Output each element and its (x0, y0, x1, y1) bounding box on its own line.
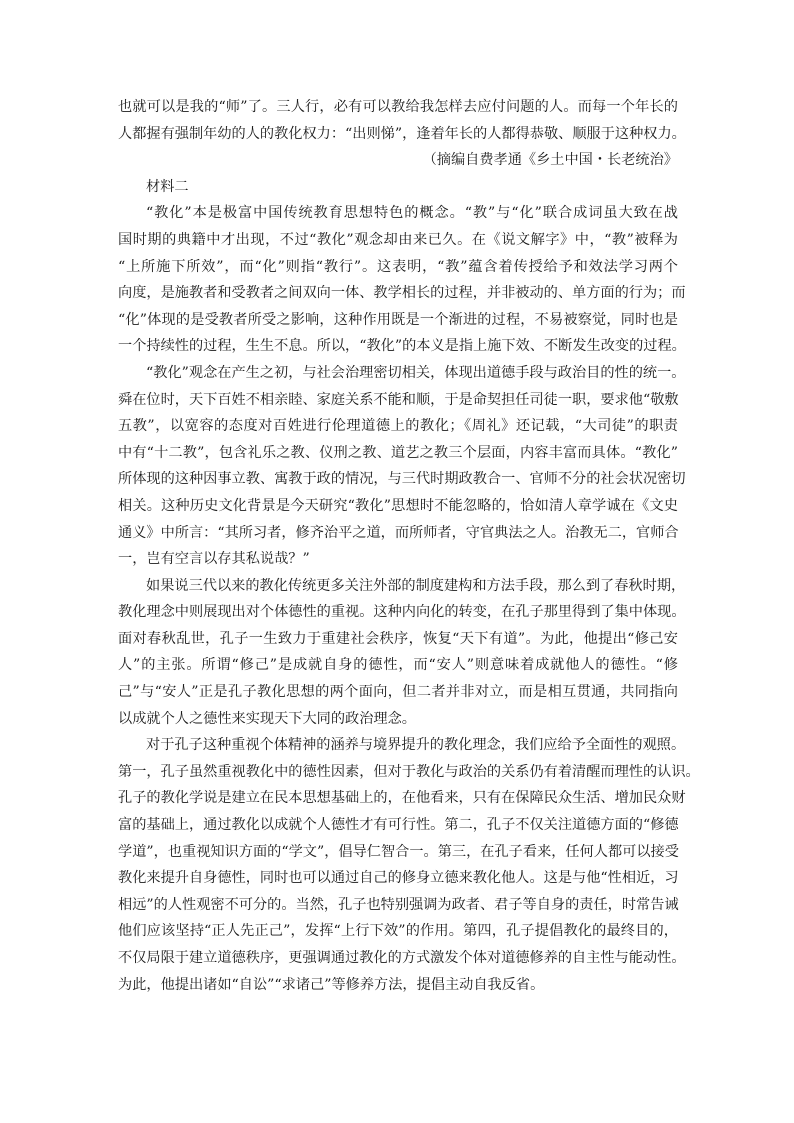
text-line: 人”的主张。所谓“修己”是成就自身的德性，而“安人”则意味着成就他人的德性。“修 (118, 657, 678, 674)
text-line: 以成就个人之德性来实现天下大同的政治理念。 (118, 710, 416, 727)
text-line: 通义》中所言：“其所习者，修齐治平之道，而所师者，守官典法之人。治教无二，官师合 (118, 524, 679, 541)
text-line: 一个持续性的过程，生生不息。所以，“教化”的本义是指上施下效、不断发生改变的过程。 (118, 338, 686, 355)
text-line: 第一，孔子虽然重视教化中的德性因素，但对于教化与政治的关系仍有着清醒而理性的认识。 (118, 763, 700, 780)
section-heading: 材料二 (146, 178, 189, 195)
text-line: 舜在位时，天下百姓不相亲睦、家庭关系不能和顺，于是命契担任司徒一职，要求他“敬敷 (118, 391, 679, 408)
text-line: 富的基础上，通过教化以成就个人德性才有可行性。第二，孔子不仅关注道德方面的“修德 (118, 817, 679, 834)
text-line: 所体现的这种因事立教、寓教于政的情况，与三代时期政教合一、官师不分的社会状况密切 (118, 471, 686, 488)
text-line: “教化”观念在产生之初，与社会治理密切相关，体现出道德手段与政治目的性的统一。 (146, 364, 686, 381)
text-line: 如果说三代以来的教化传统更多关注外部的制度建构和方法手段，那么到了春秋时期， (146, 577, 686, 594)
document-page (118, 94, 700, 998)
text-line: 对于孔子这种重视个体精神的涵养与境界提升的教化理念，我们应给予全面性的观照。 (146, 737, 686, 754)
text-line: 教化理念中则展现出对个体德性的重视。这种内向化的转变，在孔子那里得到了集中体现。 (118, 604, 686, 621)
text-line: 孔子的教化学说是建立在民本思想基础上的，在他看来，只有在保障民众生活、增加民众财 (118, 790, 686, 807)
text-line: “化”体现的是受教者所受之影响，这种作用既是一个渐进的过程，不易被察觉，同时也是 (118, 311, 678, 328)
text-line: 人都握有强制年幼的人的教化权力：“出则悌”，逢着年长的人都得恭敬、顺服于这种权力。 (118, 125, 686, 142)
text-line: “教化”本是极富中国传统教育思想特色的概念。“教”与“化”联合成词虽大致在战 (146, 205, 678, 222)
text-line: 相关。这种历史文化背景是今天研究“教化”思想时不能忽略的，恰如清人章学诚在《文史 (118, 497, 678, 514)
text-line: 五教”，以宽容的态度对百姓进行伦理道德上的教化；《周礼》还记载，“大司徒”的职责 (118, 418, 678, 435)
text-line: 教化来提升自身德性，同时也可以通过自己的修身立德来教化他人。这是与他“性相近，习 (118, 870, 679, 887)
source-citation: （摘编自费孝通《乡土中国・长老统治》 (422, 152, 678, 169)
text-line: 学道”，也重视知识方面的“学文”，倡导仁智合一。第三，在孔子看来，任何人都可以接受 (118, 843, 679, 860)
text-line: 他们应该坚持“正人先正己”，发挥“上行下效”的作用。第四，孔子提倡教化的最终目的， (118, 923, 678, 940)
text-line: 不仅局限于建立道德秩序，更强调通过教化的方式激发个体对道德修养的自主性与能动性。 (118, 950, 686, 966)
text-line: 相远”的人性观密不可分的。当然，孔子也特别强调为政者、君子等自身的责任，时常告诫 (118, 896, 679, 913)
text-line: 向度，是施教者和受教者之间双向一体、教学相长的过程，并非被动的、单方面的行为；而 (118, 285, 686, 302)
text-line: 面对春秋乱世，孔子一生致力于重建社会秩序，恢复“天下有道”。为此，他提出“修己安 (118, 630, 678, 647)
text-line: 中有“十二教”，包含礼乐之教、仪刑之教、道艺之教三个层面，内容丰富而具体。“教化” (118, 444, 678, 461)
text-line: “上所施下所效”，而“化”则指“教行”。这表明，“教”蕴含着传授给予和效法学习两个 (118, 258, 678, 275)
text-line: 一，岂有空言以存其私说哉？” (118, 551, 310, 568)
text-line: 为此，他提出诸如“自讼”“求诸己”等修养方法，提倡主动自我反省。 (118, 976, 545, 993)
text-line: 也就可以是我的“师”了。三人行，必有可以教给我怎样去应付问题的人。而每一个年长的 (118, 99, 678, 115)
text-line: 国时期的典籍中才出现，不过“教化”观念却由来已久。在《说文解字》中，“教”被释为 (118, 231, 678, 248)
text-line: 己”与“安人”正是孔子教化思想的两个面向，但二者并非对立，而是相互贯通，共同指向 (118, 684, 678, 701)
